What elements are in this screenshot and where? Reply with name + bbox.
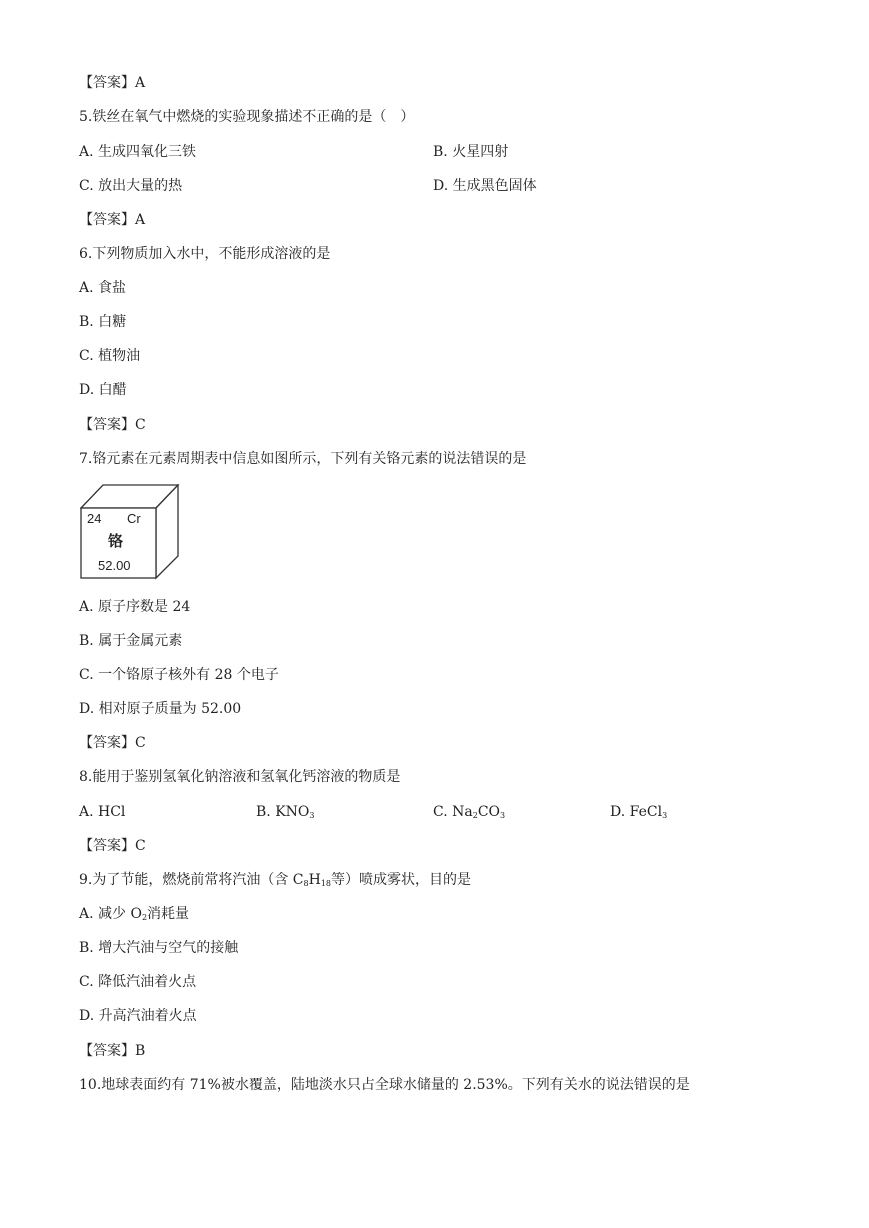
answer-q6: 【答案】C [79, 417, 146, 433]
q9-option-a-subscript: 2 [141, 913, 148, 922]
q9-option-b: B. 增大汽油与空气的接触 [79, 940, 239, 956]
q9-stem-text-end: 等）喷成雾状，目的是 [331, 872, 472, 888]
q5-option-d: D. 生成黑色固体 [433, 178, 537, 194]
q9-stem-subscript-2: 18 [320, 879, 332, 888]
q9-option-d: D. 升高汽油着火点 [79, 1008, 197, 1024]
question-6-stem: 6.下列物质加入水中，不能形成溶液的是 [79, 246, 331, 262]
q5-option-b: B. 火星四射 [433, 144, 509, 160]
q8-option-b-text: B. KNO [256, 804, 310, 820]
q6-option-b: B. 白糖 [79, 314, 127, 330]
q8-option-a: A. HCl [79, 804, 126, 820]
q8-option-c-subscript-2: 3 [500, 811, 506, 820]
q8-option-c-text: C. Na [433, 804, 473, 820]
question-5-stem: 5.铁丝在氧气中燃烧的实验现象描述不正确的是（ ） [79, 109, 415, 125]
element-symbol: Cr [127, 511, 141, 526]
q8-option-d-subscript: 3 [662, 811, 668, 820]
element-cube-figure [80, 484, 180, 580]
q8-option-c-subscript-1: 2 [472, 811, 478, 820]
answer-q8: 【答案】C [79, 838, 146, 854]
answer-q7: 【答案】C [79, 735, 146, 751]
q9-option-a [79, 905, 189, 927]
element-atomic-number: 24 [87, 511, 102, 526]
q9-stem-text: 9.为了节能，燃烧前常将汽油（含 C [79, 872, 304, 888]
answer-q4: 【答案】A [79, 75, 146, 91]
q6-option-d: D. 白醋 [79, 382, 127, 398]
q8-option-d [610, 803, 667, 825]
q8-option-d-text: D. FeCl [610, 804, 663, 820]
question-10-stem: 10.地球表面约有 71%被水覆盖，陆地淡水只占全球水储量的 2.53%。下列有关水的说法错误的是 [79, 1077, 690, 1093]
q9-option-a-text: A. 减少 O [79, 906, 142, 922]
q8-option-c [433, 803, 505, 825]
q9-stem-text-mid: H [308, 872, 321, 888]
q9-stem-subscript-1: 8 [303, 879, 309, 888]
q8-option-b-subscript: 3 [309, 811, 315, 820]
q5-option-a: A. 生成四氧化三铁 [79, 144, 197, 160]
question-8-stem: 8.能用于鉴别氢氧化钠溶液和氢氧化钙溶液的物质是 [79, 769, 401, 785]
q5-option-c: C. 放出大量的热 [79, 178, 183, 194]
element-atomic-mass: 52.00 [98, 558, 131, 573]
q7-option-b: B. 属于金属元素 [79, 633, 183, 649]
question-9-stem [79, 871, 471, 893]
q9-option-c: C. 降低汽油着火点 [79, 974, 197, 990]
question-7-stem: 7.铬元素在元素周期表中信息如图所示，下列有关铬元素的说法错误的是 [79, 451, 527, 467]
q7-option-c: C. 一个铬原子核外有 28 个电子 [79, 667, 279, 683]
answer-q9: 【答案】B [79, 1043, 146, 1059]
q7-option-a: A. 原子序数是 24 [79, 599, 191, 615]
q7-option-d: D. 相对原子质量为 52.00 [79, 701, 242, 717]
q8-option-c-text-mid: CO [477, 804, 501, 820]
q6-option-a: A. 食盐 [79, 280, 127, 296]
element-name: 铬 [108, 532, 124, 550]
answer-q5: 【答案】A [79, 212, 146, 228]
q8-option-b [256, 803, 314, 825]
q9-option-a-text-end: 消耗量 [147, 906, 190, 922]
q6-option-c: C. 植物油 [79, 348, 141, 364]
